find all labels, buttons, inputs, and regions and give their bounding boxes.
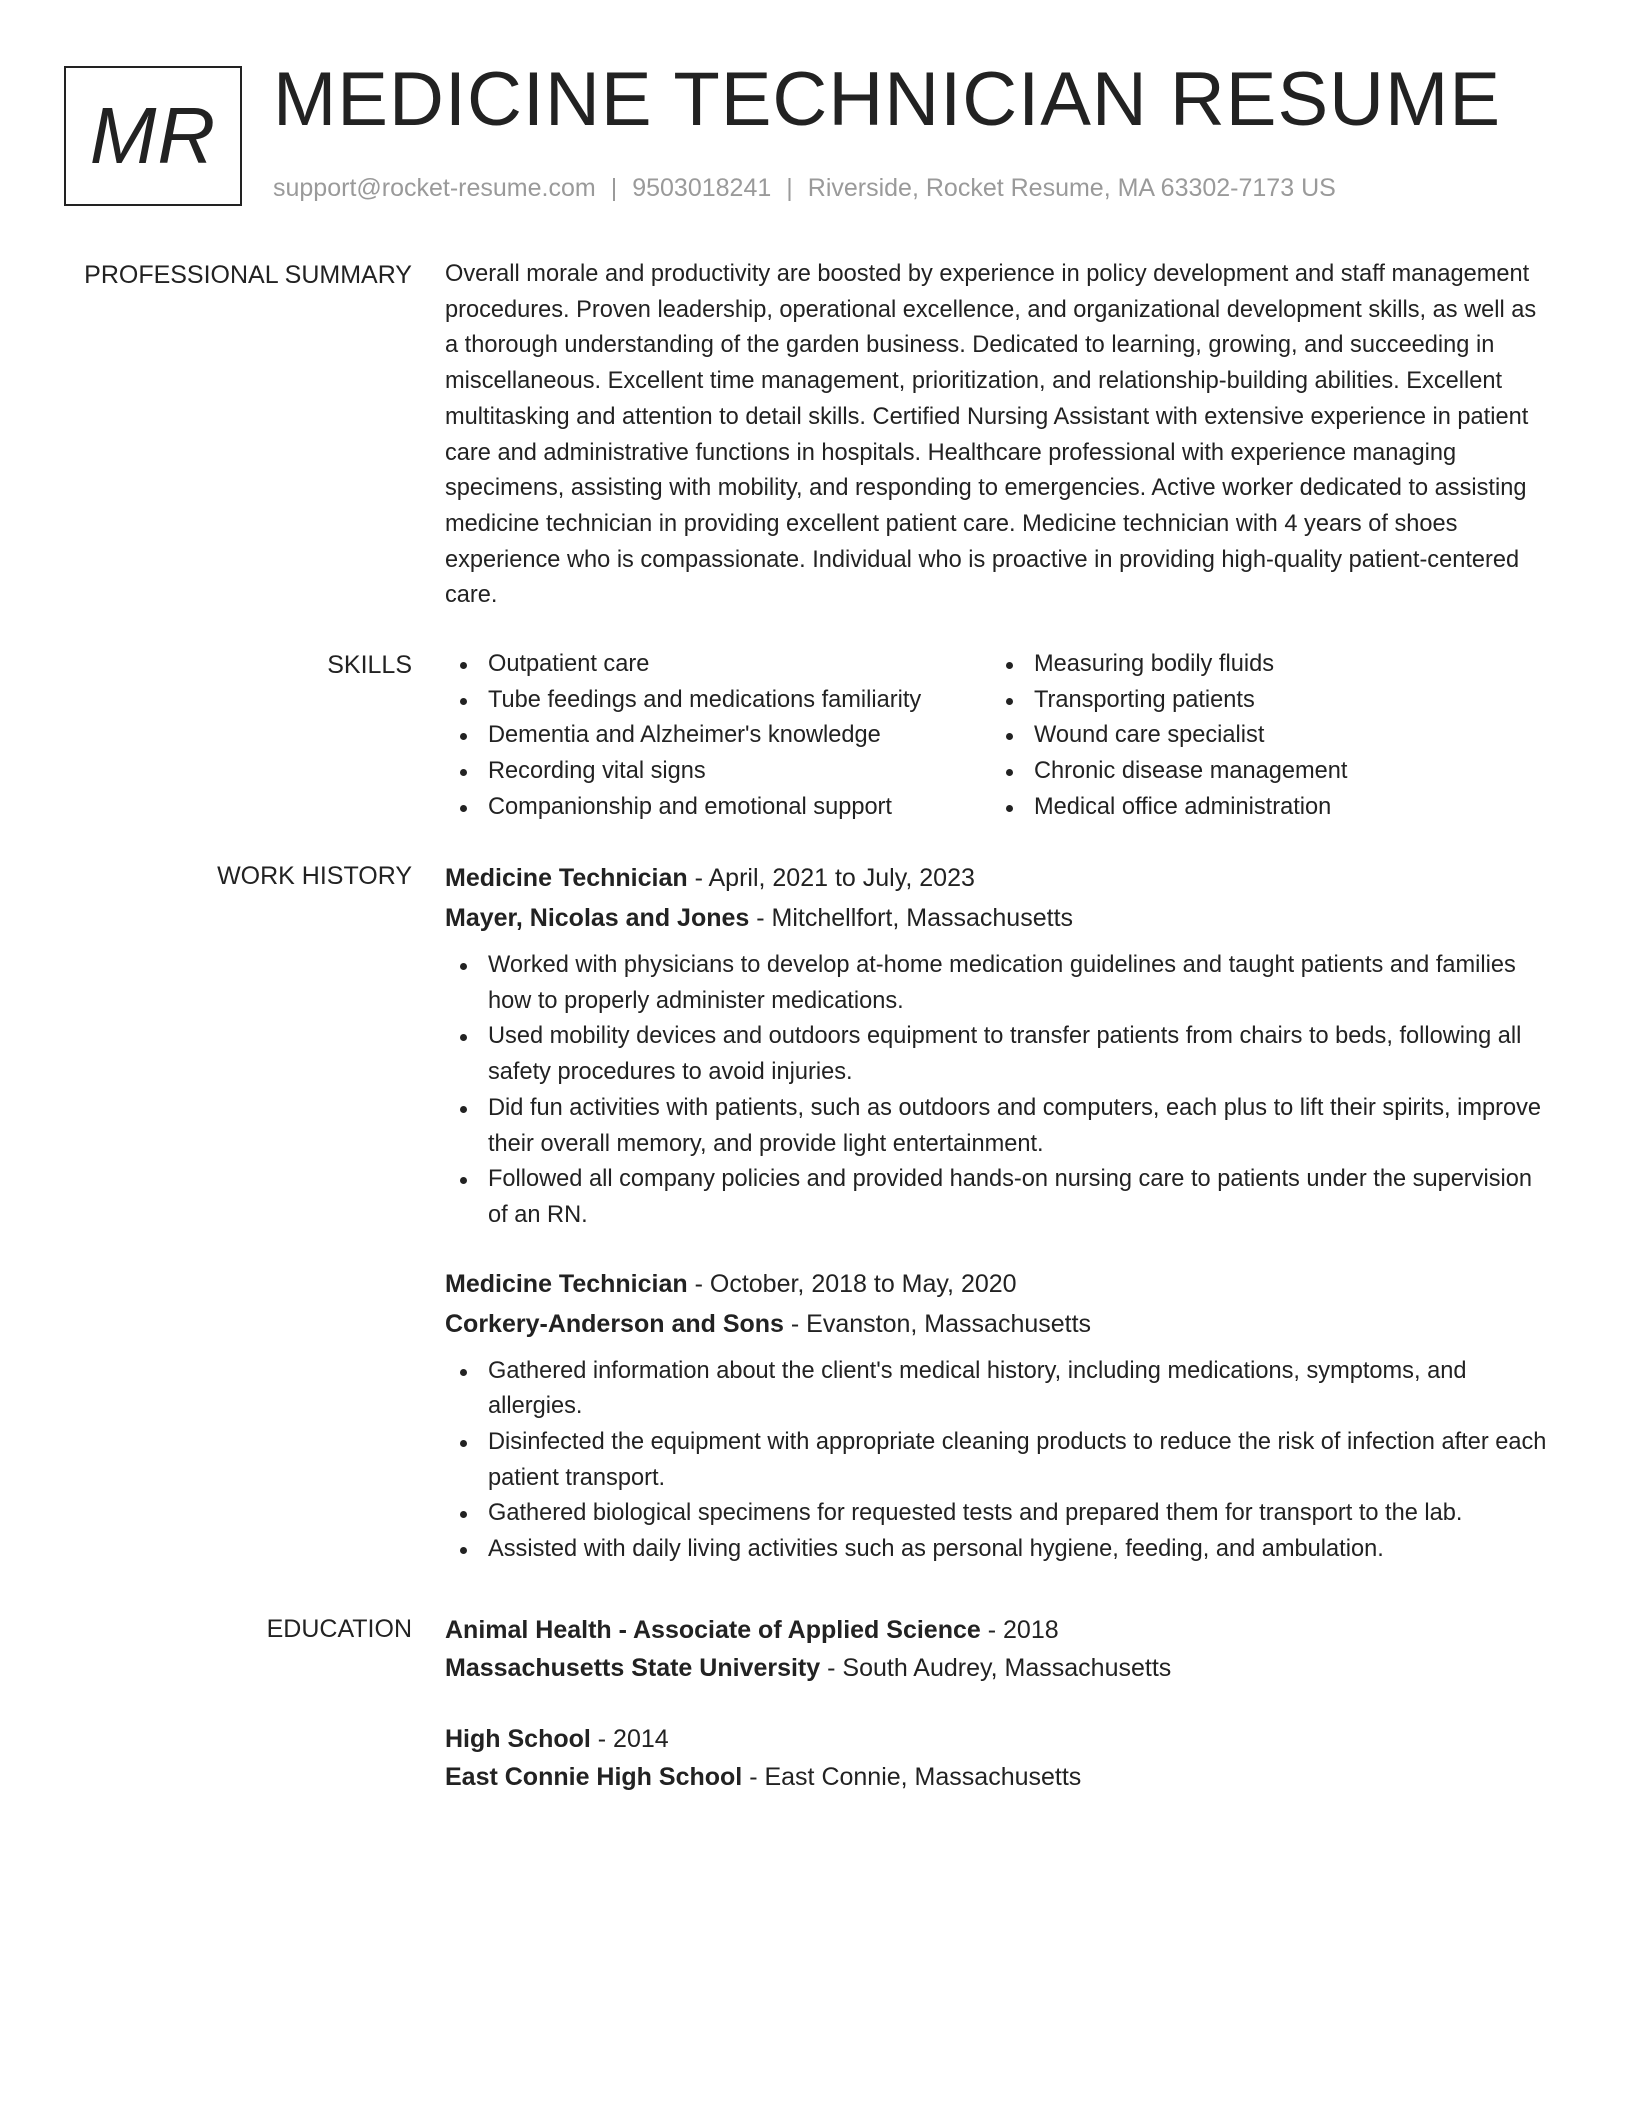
education-entry (445, 1611, 1555, 1687)
skill-item: Dementia and Alzheimer's knowledge (445, 718, 991, 754)
section-heading-work-history: WORK HISTORY (217, 862, 412, 890)
job-title: Medicine Technician (445, 864, 688, 892)
edu-location: - South Audrey, Massachusetts (827, 1654, 1172, 1682)
summary-text: Overall morale and productivity are boosted by experience in policy development and staff management procedures. Proven leadership, operational excellence, and organizational development skills, as well as a thorough understanding of the garden business. Dedicated to learning, growing, and succeeding in miscellaneous. Excellent time management, prioritization, and relationship-building abilities. Excellent multitasking and attention to detail skills. Certified Nursing Assistant with extensive experience in patient care and administrative functions in hospitals. Healthcare professional with experience managing specimens, assisting with mobility, and responding to emergencies. Active worker dedicated to assisting medicine technician in providing excellent patient care. Medicine technician with 4 years of shoes experience who is compassionate. Individual who is proactive in providing high-quality patient-centered care. (445, 261, 1537, 609)
edu-degree: Animal Health - Associate of Applied Science (445, 1616, 981, 1644)
edu-school: Massachusetts State University (445, 1654, 821, 1682)
job-bullets (445, 948, 1555, 1234)
job-employer-line (445, 1304, 1555, 1344)
job-bullets (445, 1354, 1555, 1568)
job-bullet: Worked with physicians to develop at-home medication guidelines and taught patients and families how to properly administer medications. (445, 948, 1555, 1019)
job-title: Medicine Technician (445, 1269, 688, 1298)
skill-item: Measuring bodily fluids (991, 647, 1537, 683)
contact-separator: | (610, 174, 618, 202)
section-heading-summary: PROFESSIONAL SUMMARY (84, 261, 412, 289)
edu-year: - 2014 (597, 1725, 669, 1753)
job-title-line (445, 858, 1555, 898)
job-employer: Corkery-Anderson and Sons (445, 1309, 784, 1338)
job-bullet: Followed all company policies and provided hands-on nursing care to patients under the supervision of an RN. (445, 1162, 1555, 1233)
skills-list-left (445, 647, 991, 826)
job-employer: Mayer, Nicolas and Jones (445, 904, 750, 932)
job-bullet: Used mobility devices and outdoors equipment to transfer patients from chairs to beds, following all safety procedures to avoid injuries. (445, 1019, 1555, 1090)
edu-school-line (445, 1758, 1555, 1796)
skill-item: Chronic disease management (991, 754, 1537, 790)
job-dates: - April, 2021 to July, 2023 (694, 864, 975, 892)
section-heading-skills: SKILLS (327, 651, 412, 679)
edu-year: - 2018 (987, 1616, 1059, 1644)
job-bullet: Gathered information about the client's medical history, including medications, symptoms, and allergies. (445, 1354, 1555, 1425)
job-bullet: Disinfected the equipment with appropriate cleaning products to reduce the risk of infection after each patient transport. (445, 1425, 1555, 1496)
section-heading-education: EDUCATION (266, 1615, 412, 1643)
edu-school-line (445, 1649, 1555, 1687)
edu-degree-line (445, 1720, 1555, 1758)
skill-item: Companionship and emotional support (445, 790, 991, 826)
edu-school: East Connie High School (445, 1763, 743, 1791)
monogram-logo (64, 66, 242, 206)
contact-line (273, 174, 1336, 203)
skill-item: Tube feedings and medications familiarity (445, 683, 991, 719)
edu-location: - East Connie, Massachusetts (749, 1763, 1082, 1791)
skill-item: Outpatient care (445, 647, 991, 683)
resume-title: MEDICINE TECHNICIAN RESUME (273, 57, 1502, 142)
job-location: - Evanston, Massachusetts (790, 1309, 1092, 1338)
skill-item: Recording vital signs (445, 754, 991, 790)
job-dates: - October, 2018 to May, 2020 (694, 1269, 1017, 1298)
job-entry (445, 858, 1555, 1234)
job-bullet: Assisted with daily living activities such as personal hygiene, feeding, and ambulation. (445, 1532, 1555, 1568)
job-entry (445, 1264, 1555, 1568)
edu-degree-line (445, 1611, 1555, 1649)
skill-item: Medical office administration (991, 790, 1537, 826)
job-location: - Mitchellfort, Massachusetts (756, 904, 1074, 932)
contact-phone[interactable]: 9503018241 (632, 174, 772, 202)
contact-email[interactable]: support@rocket-resume.com (273, 174, 596, 202)
monogram-initials: MR (89, 91, 217, 180)
edu-degree: High School (445, 1725, 591, 1753)
skill-item: Transporting patients (991, 683, 1537, 719)
job-bullet: Did fun activities with patients, such as outdoors and computers, each plus to lift their spirits, improve their overall memory, and provide light entertainment. (445, 1091, 1555, 1162)
skill-item: Wound care specialist (991, 718, 1537, 754)
skills-list-right (991, 647, 1537, 826)
job-bullet: Gathered biological specimens for requested tests and prepared them for transport to the lab. (445, 1496, 1555, 1532)
job-employer-line (445, 898, 1555, 938)
contact-separator: | (786, 174, 793, 202)
contact-address: Riverside, Rocket Resume, MA 63302-7173 US (807, 174, 1336, 202)
job-title-line (445, 1264, 1555, 1304)
education-entry (445, 1720, 1555, 1796)
